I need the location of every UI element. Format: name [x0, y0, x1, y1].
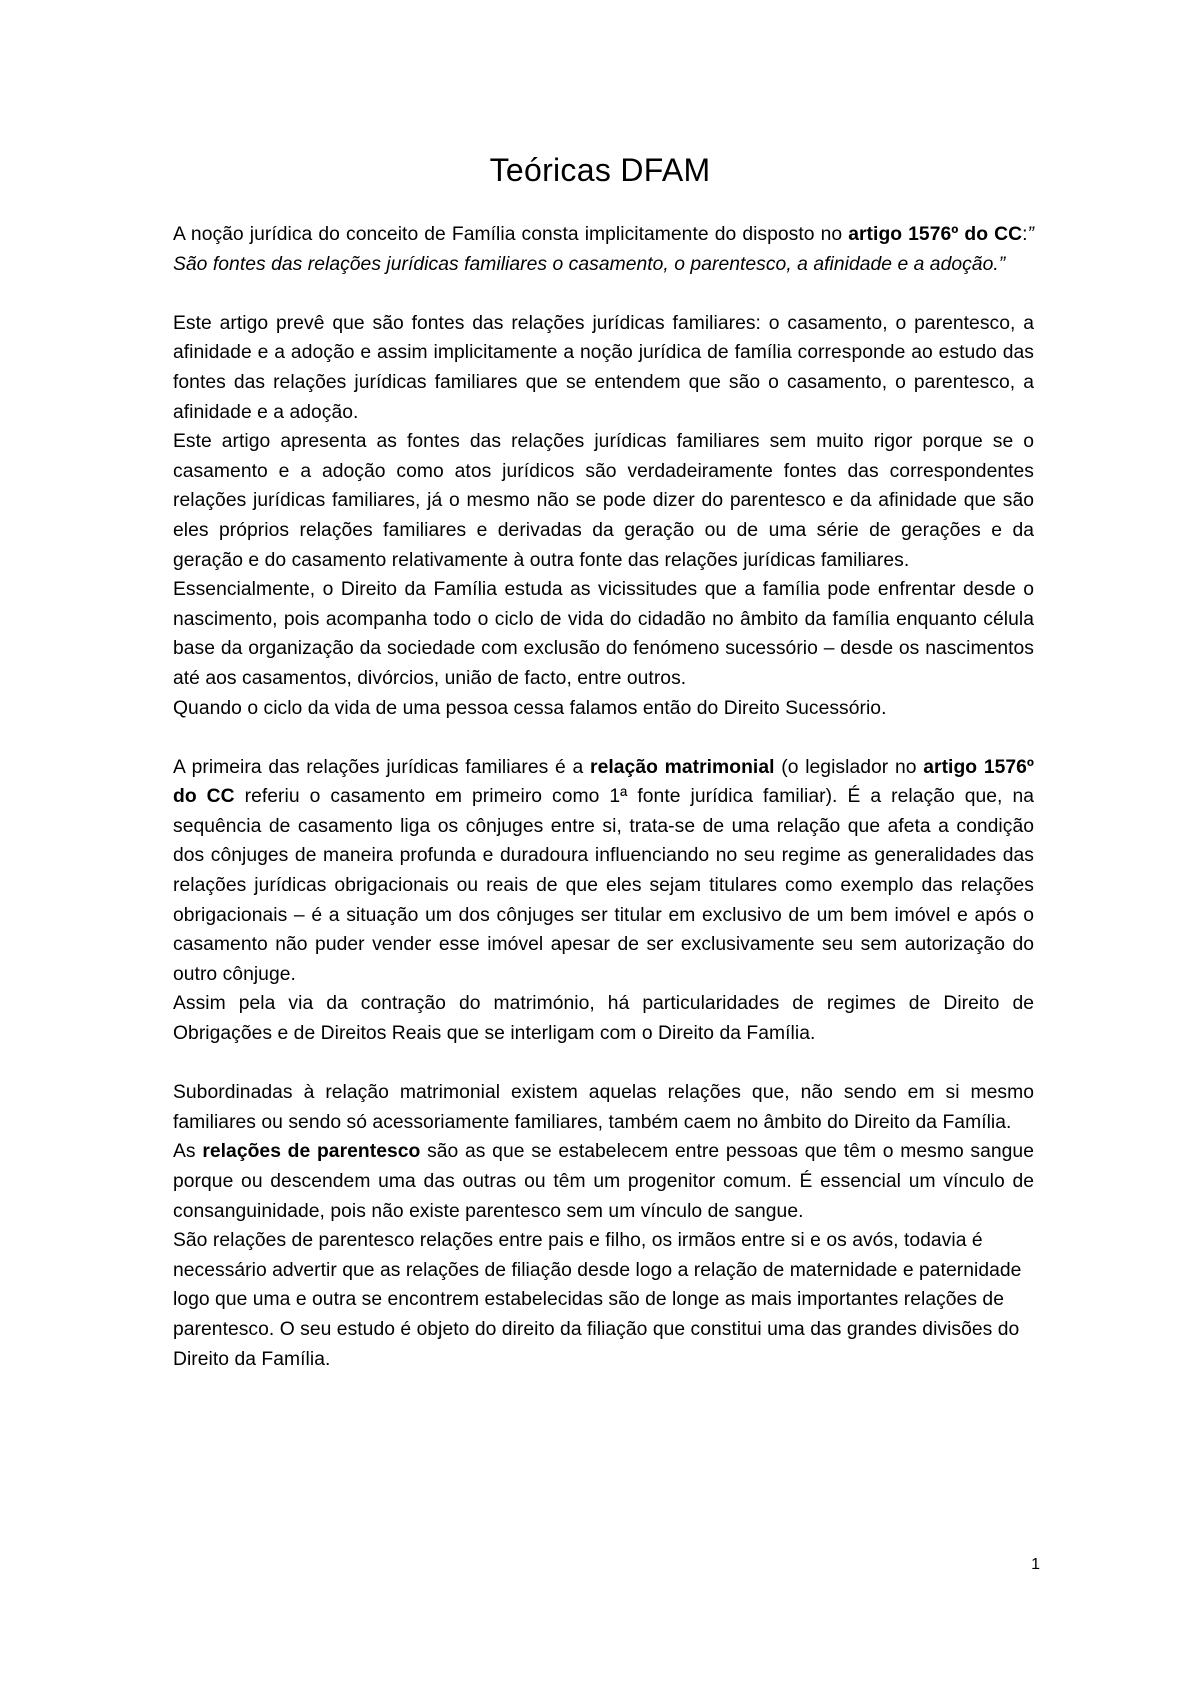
article-reference: artigo 1576º do CC	[848, 224, 1023, 245]
paragraph-9-text-1: As	[173, 1141, 203, 1163]
paragraph-7: Assim pela via da contração do matrimónio, há particularidades de regimes de Direito de Obrigações e de Direitos Reais que se interligam com o Direito da Família.	[173, 993, 1034, 1045]
paragraph-2: Este artigo prevê que são fontes das relações jurídicas familiares: o casamento, o parentesco, a afinidade e a adoção e assim implicitamente a noção jurídica de família corresponde ao estudo das fontes das relações jurídicas familiares que se entendem que são o casamento, o parentesco, a afinidade e a adoção.	[173, 312, 1034, 423]
paragraph-9	[173, 1137, 1034, 1226]
paragraph-3: Este artigo apresenta as fontes das relações jurídicas familiares sem muito rigor porque se o casamento e a adoção como atos jurídicos são verdadeiramente fontes das correspondentes relações jurídicas familiares, já o mesmo não se pode dizer do parentesco e da afinidade que são eles próprios relações familiares e derivadas da geração ou de uma série de gerações e da geração e do casamento relativamente à outra fonte das relações jurídicas familiares.	[173, 431, 1034, 571]
paragraph-6-text-2: (o legislador no	[774, 756, 924, 778]
page-number: 1	[1031, 1556, 1040, 1573]
article-reference-2: artigo 1576º do CC	[173, 756, 1035, 808]
paragraph-4: Essencialmente, o Direito da Família estuda as vicissitudes que a família pode enfrentar desde o nascimento, pois acompanha todo o ciclo de vida do cidadão no âmbito da família enquanto célula base da organização da sociedade com exclusão do fenómeno sucessório – desde os nascimentos até aos casamentos, divórcios, união de facto, entre outros.	[173, 579, 1034, 689]
paragraph-9-text-2: são as que se estabelecem entre pessoas que têm o mesmo sangue porque ou descendem uma das outras ou têm um progenitor comum. É essencial um vínculo de consanguinidade, pois não existe parentesco sem um vínculo de sangue.	[173, 1141, 1034, 1222]
relacoes-parentesco-term: relações de parentesco	[202, 1141, 421, 1163]
paragraph-1-colon: :	[1022, 224, 1028, 245]
paragraph-1-text: A noção jurídica do conceito de Família consta implicitamente do disposto no	[173, 224, 849, 245]
paragraph-8: Subordinadas à relação matrimonial existem aquelas relações que, não sendo em si mesmo familiares ou sendo só acessoriamente familiares, também caem no âmbito do Direito da Família.	[173, 1082, 1034, 1133]
paragraph-5: Quando o ciclo da vida de uma pessoa cessa falamos então do Direito Sucessório.	[173, 697, 887, 719]
document-title: Teóricas DFAM	[489, 152, 711, 188]
paragraph-10: São relações de parentesco relações entre pais e filho, os irmãos entre si e os avós, todavia é necessário advertir que as relações de filiação desde logo a relação de maternidade e paternidade logo que uma e outra se encontrem estabelecidas são de longe as mais importantes relações de parentesco. O seu estudo é objeto do direito da filiação que constitui uma das grandes divisões do Direito da Família.	[173, 1230, 1022, 1370]
paragraph-6-text-3: referiu o casamento em primeiro como 1ª fonte jurídica familiar). É a relação que, na sequência de casamento liga os cônjuges entre si, trata-se de uma relação que afeta a condição dos cônjuges de maneira profunda e duradoura influenciando no seu regime as generalidades das relações jurídicas obrigacionais ou reais de que eles sejam titulares como exemplo das relações obrigacionais – é a situação um dos cônjuges ser titular em exclusivo de um bem imóvel e após o casamento não puder vender esse imóvel apesar de ser exclusivamente seu sem autorização do outro cônjuge.	[173, 786, 1034, 985]
relacao-matrimonial-term: relação matrimonial	[590, 756, 775, 778]
paragraph-6	[173, 753, 1034, 990]
article-quote: ” São fontes das relações jurídicas familiares o casamento, o parentesco, a afinidade e a adoção.”	[173, 224, 1034, 275]
paragraph-1	[173, 220, 1034, 279]
paragraph-6-text-1: A primeira das relações jurídicas familiares é a	[173, 756, 591, 778]
document-body	[173, 220, 1034, 1374]
